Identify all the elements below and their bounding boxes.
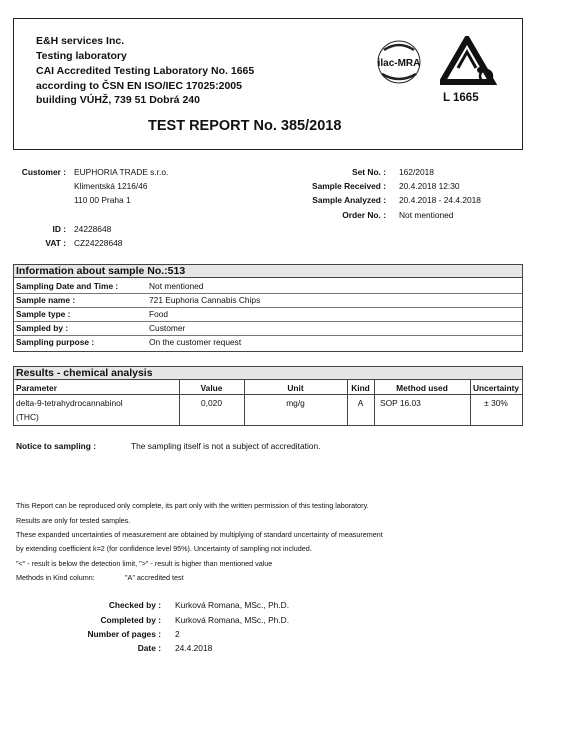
- col-parameter: Parameter: [16, 383, 57, 393]
- sample-row: [14, 307, 522, 322]
- result-unit: mg/g: [286, 398, 305, 408]
- sample-info-section: [13, 264, 523, 352]
- results-section: [13, 366, 523, 426]
- report-title: TEST REPORT No. 385/2018: [148, 118, 342, 134]
- sample-row-label: Sampling Date and Time :: [16, 281, 119, 291]
- sample-info-heading: Information about sample No.:513: [14, 265, 522, 278]
- col-method: Method used: [396, 383, 448, 393]
- checked-by: Kurková Romana, MSc., Ph.D.: [175, 600, 290, 610]
- result-uncertainty: ± 30%: [484, 398, 508, 408]
- accreditation-line: CAI Accredited Testing Laboratory No. 1665: [36, 65, 255, 77]
- col-kind: Kind: [351, 383, 370, 393]
- page-count: 2: [175, 629, 180, 639]
- sample-row-value: Customer: [149, 323, 186, 333]
- note-reproduction: This Report can be reproduced only complete, its part only with the written permission of this testing laboratory.: [16, 501, 369, 510]
- analyzed-date: 20.4.2018 - 24.4.2018: [399, 195, 481, 205]
- order-label: Order No. :: [342, 210, 386, 220]
- received-date: 20.4.2018 12:30: [399, 181, 460, 191]
- cai-logo: [440, 36, 500, 90]
- note-kind-label: Methods in Kind column:: [16, 573, 95, 582]
- result-kind: A: [357, 398, 364, 408]
- result-value: 0,020: [201, 398, 222, 408]
- customer-street: Klimentská 1216/46: [74, 181, 148, 191]
- report-date: 24.4.2018: [175, 643, 213, 653]
- note-coefficient: by extending coefficient k=2 (for confidence level 95%). Uncertainty of sampling not included.: [16, 544, 312, 553]
- analyzed-label: Sample Analyzed :: [312, 195, 386, 205]
- customer-id: 24228648: [74, 224, 112, 234]
- sample-row: [14, 335, 522, 349]
- cai-number: L 1665: [443, 92, 479, 104]
- results-heading: Results - chemical analysis: [14, 367, 522, 380]
- sample-row-value: Not mentioned: [149, 281, 204, 291]
- sample-row-value: On the customer request: [149, 337, 242, 347]
- ilac-text: ilac-MRA: [377, 58, 421, 69]
- standard-line: according to ČSN EN ISO/IEC 17025:2005: [36, 80, 242, 92]
- notice-text: The sampling itself is not a subject of accreditation.: [131, 441, 321, 451]
- sample-row-value: 721 Euphoria Cannabis Chips: [149, 295, 261, 305]
- completed-label: Completed by :: [100, 615, 161, 625]
- order-number: Not mentioned: [399, 210, 454, 220]
- company-name: E&H services Inc.: [36, 35, 125, 47]
- customer-label: Customer :: [21, 167, 66, 177]
- col-value: Value: [200, 383, 223, 393]
- result-parameter-abbrev: (THC): [16, 412, 39, 422]
- note-uncertainty: These expanded uncertainties of measurement are obtained by multiplying of standard uncertainty of measurement: [16, 530, 383, 539]
- completed-by: Kurková Romana, MSc., Ph.D.: [175, 615, 290, 625]
- lab-name: Testing laboratory: [36, 50, 127, 62]
- note-kind-value: "A" accredited test: [125, 573, 184, 582]
- date-label: Date :: [137, 643, 161, 653]
- sample-row: [14, 321, 522, 336]
- sample-row-label: Sample name :: [16, 295, 76, 305]
- ilac-mra-logo: [370, 38, 428, 88]
- sample-row-label: Sampled by :: [16, 323, 69, 333]
- sample-row-value: Food: [149, 309, 169, 319]
- sample-row-label: Sampling purpose :: [16, 337, 95, 347]
- col-unit: Unit: [287, 383, 304, 393]
- sample-row: [14, 279, 522, 294]
- note-results: Results are only for tested samples.: [16, 516, 131, 525]
- customer-vat: CZ24228648: [74, 238, 123, 248]
- customer-city: 110 00 Praha 1: [74, 195, 131, 205]
- set-number: 162/2018: [399, 167, 434, 177]
- result-parameter: delta-9-tetrahydrocannabinol: [16, 398, 123, 408]
- sample-row-label: Sample type :: [16, 309, 71, 319]
- result-method: SOP 16.03: [380, 398, 421, 408]
- id-label: ID :: [52, 224, 66, 234]
- vat-label: VAT :: [45, 238, 66, 248]
- address-line: building VÚHŽ, 739 51 Dobrá 240: [36, 94, 200, 106]
- col-uncertainty: Uncertainty: [472, 383, 520, 393]
- customer-name: EUPHORIA TRADE s.r.o.: [74, 167, 169, 177]
- note-limits: "<" - result is below the detection limit, ">" - result is higher than mentioned value: [16, 559, 273, 568]
- received-label: Sample Received :: [311, 181, 386, 191]
- pages-label: Number of pages :: [87, 629, 161, 639]
- checked-label: Checked by :: [108, 600, 161, 610]
- set-label: Set No. :: [352, 167, 386, 177]
- sample-row: [14, 293, 522, 308]
- notice-label: Notice to sampling :: [16, 441, 97, 451]
